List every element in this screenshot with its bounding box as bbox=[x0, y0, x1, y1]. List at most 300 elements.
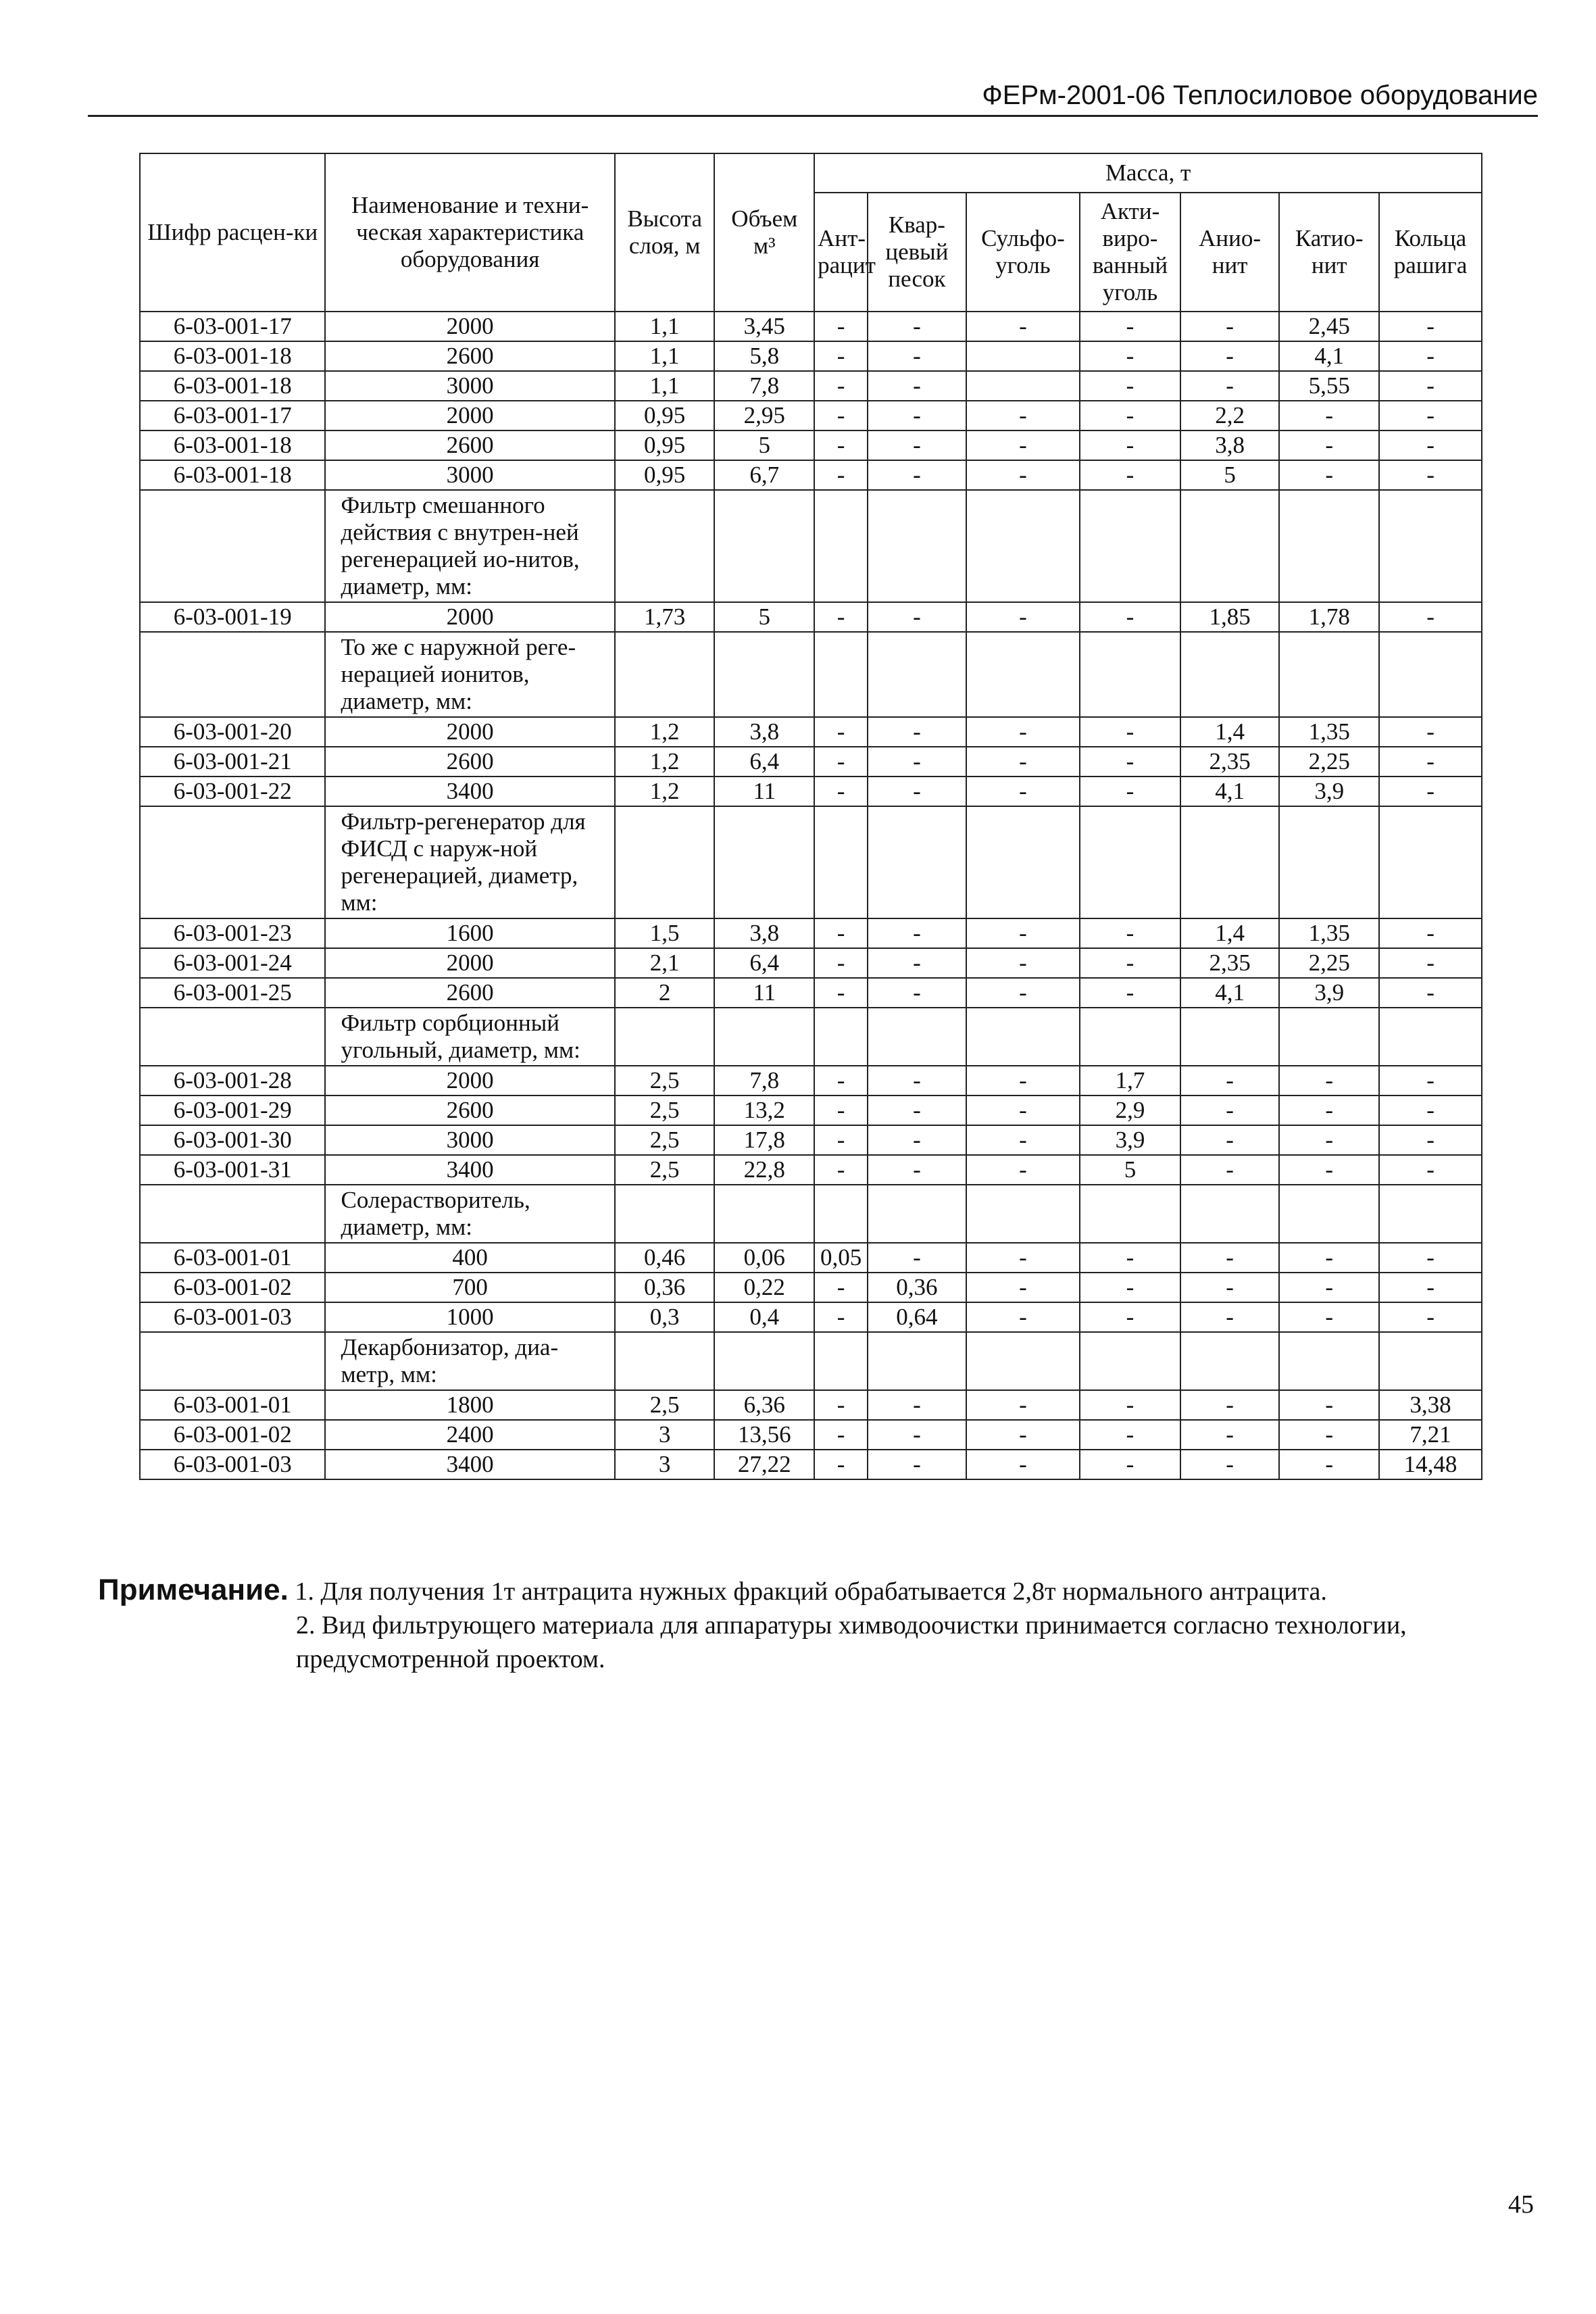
cell-name: 3400 bbox=[325, 1155, 614, 1185]
cell-cationite: 4,1 bbox=[1279, 341, 1379, 371]
cell-volume: 7,8 bbox=[714, 1066, 814, 1096]
cell-anionite: 1,85 bbox=[1180, 602, 1280, 632]
cell-name: 2000 bbox=[325, 312, 614, 341]
cell-sulfocoal bbox=[966, 490, 1080, 602]
cell-cationite bbox=[1279, 632, 1379, 717]
cell-volume: 0,06 bbox=[714, 1243, 814, 1273]
cell-activated-coal: - bbox=[1080, 948, 1180, 978]
cell-quartz-sand: 0,64 bbox=[868, 1302, 966, 1332]
cell-height bbox=[615, 1008, 715, 1066]
cell-anionite bbox=[1180, 1185, 1280, 1243]
cell-raschig-rings: - bbox=[1379, 948, 1482, 978]
equipment-table bbox=[139, 153, 1482, 1480]
cell-name: 1800 bbox=[325, 1390, 614, 1420]
table-body bbox=[140, 312, 1482, 1479]
cell-raschig-rings: 7,21 bbox=[1379, 1420, 1482, 1450]
cell-height: 0,36 bbox=[615, 1273, 715, 1302]
cell-activated-coal: - bbox=[1080, 1302, 1180, 1332]
cell-sulfocoal bbox=[966, 632, 1080, 717]
cell-sulfocoal bbox=[966, 341, 1080, 371]
cell-cationite bbox=[1279, 1008, 1379, 1066]
cell-anthracite: - bbox=[814, 948, 868, 978]
cell-raschig-rings bbox=[1379, 490, 1482, 602]
cell-name: 3000 bbox=[325, 371, 614, 401]
table-row bbox=[140, 1125, 1482, 1155]
cell-sulfocoal: - bbox=[966, 1390, 1080, 1420]
cell-activated-coal: - bbox=[1080, 341, 1180, 371]
cell-activated-coal: - bbox=[1080, 371, 1180, 401]
cell-height bbox=[615, 1332, 715, 1390]
cell-anthracite: - bbox=[814, 1302, 868, 1332]
cell-anthracite: - bbox=[814, 371, 868, 401]
cell-height: 1,5 bbox=[615, 918, 715, 948]
cell-height: 1,2 bbox=[615, 777, 715, 806]
cell-cationite: - bbox=[1279, 1273, 1379, 1302]
cell-cationite: 2,25 bbox=[1279, 747, 1379, 777]
table-row bbox=[140, 602, 1482, 632]
cell-quartz-sand bbox=[868, 806, 966, 918]
column-header-name: Наименование и техни-ческая характеристика оборудования bbox=[325, 153, 614, 312]
cell-sulfocoal: - bbox=[966, 1450, 1080, 1479]
cell-height: 1,2 bbox=[615, 717, 715, 747]
cell-sulfocoal: - bbox=[966, 918, 1080, 948]
cell-anionite: 5 bbox=[1180, 460, 1280, 490]
table-row bbox=[140, 312, 1482, 341]
cell-quartz-sand: - bbox=[868, 948, 966, 978]
note-2: 2. Вид фильтрующего материала для аппаратуры химводоочистки принимается согласно технологии, предусмотренной проектом. bbox=[296, 1611, 1407, 1673]
cell-anthracite: - bbox=[814, 1066, 868, 1096]
cell-cationite: 1,35 bbox=[1279, 918, 1379, 948]
cell-anthracite: - bbox=[814, 1155, 868, 1185]
cell-sulfocoal: - bbox=[966, 401, 1080, 430]
table-row bbox=[140, 918, 1482, 948]
table-row bbox=[140, 948, 1482, 978]
cell-volume bbox=[714, 1185, 814, 1243]
table-row bbox=[140, 371, 1482, 401]
cell-sulfocoal: - bbox=[966, 1420, 1080, 1450]
cell-quartz-sand: - bbox=[868, 1155, 966, 1185]
cell-name: 3400 bbox=[325, 1450, 614, 1479]
cell-code: 6-03-001-20 bbox=[140, 717, 325, 747]
cell-name: 2600 bbox=[325, 747, 614, 777]
cell-quartz-sand: - bbox=[868, 918, 966, 948]
cell-activated-coal: - bbox=[1080, 1420, 1180, 1450]
cell-name: 400 bbox=[325, 1243, 614, 1273]
cell-raschig-rings: - bbox=[1379, 1066, 1482, 1096]
cell-raschig-rings: - bbox=[1379, 460, 1482, 490]
cell-height: 2,5 bbox=[615, 1155, 715, 1185]
cell-name: 2000 bbox=[325, 717, 614, 747]
table-row bbox=[140, 341, 1482, 371]
cell-raschig-rings bbox=[1379, 632, 1482, 717]
column-header-anthracite: Ант-рацит bbox=[814, 193, 868, 312]
cell-code: 6-03-001-21 bbox=[140, 747, 325, 777]
table-row bbox=[140, 1450, 1482, 1479]
cell-anionite: - bbox=[1180, 1450, 1280, 1479]
cell-volume: 0,22 bbox=[714, 1273, 814, 1302]
cell-activated-coal bbox=[1080, 1185, 1180, 1243]
cell-anthracite bbox=[814, 490, 868, 602]
cell-raschig-rings: - bbox=[1379, 602, 1482, 632]
cell-raschig-rings: 14,48 bbox=[1379, 1450, 1482, 1479]
cell-raschig-rings: - bbox=[1379, 341, 1482, 371]
cell-volume bbox=[714, 632, 814, 717]
cell-volume bbox=[714, 1008, 814, 1066]
cell-code bbox=[140, 490, 325, 602]
cell-sulfocoal: - bbox=[966, 1096, 1080, 1125]
cell-sulfocoal bbox=[966, 371, 1080, 401]
section-title: Фильтр-регенератор для ФИСД с наруж-ной регенерацией, диаметр, мм: bbox=[325, 806, 614, 918]
cell-raschig-rings: - bbox=[1379, 918, 1482, 948]
cell-anthracite bbox=[814, 806, 868, 918]
cell-anionite bbox=[1180, 806, 1280, 918]
table-row bbox=[140, 1155, 1482, 1185]
cell-volume: 13,2 bbox=[714, 1096, 814, 1125]
cell-activated-coal: 2,9 bbox=[1080, 1096, 1180, 1125]
cell-height bbox=[615, 806, 715, 918]
cell-sulfocoal: - bbox=[966, 1302, 1080, 1332]
cell-quartz-sand: - bbox=[868, 1066, 966, 1096]
cell-raschig-rings: - bbox=[1379, 777, 1482, 806]
cell-raschig-rings: - bbox=[1379, 747, 1482, 777]
cell-volume: 22,8 bbox=[714, 1155, 814, 1185]
cell-anthracite: - bbox=[814, 602, 868, 632]
cell-anthracite: - bbox=[814, 430, 868, 460]
cell-code bbox=[140, 806, 325, 918]
cell-height: 1,73 bbox=[615, 602, 715, 632]
cell-quartz-sand bbox=[868, 490, 966, 602]
cell-sulfocoal bbox=[966, 806, 1080, 918]
cell-anthracite: - bbox=[814, 1450, 868, 1479]
cell-activated-coal: 5 bbox=[1080, 1155, 1180, 1185]
cell-anthracite: - bbox=[814, 1273, 868, 1302]
cell-anthracite: - bbox=[814, 1096, 868, 1125]
cell-raschig-rings: - bbox=[1379, 1273, 1482, 1302]
cell-code: 6-03-001-29 bbox=[140, 1096, 325, 1125]
cell-height: 0,95 bbox=[615, 401, 715, 430]
cell-anionite: 2,2 bbox=[1180, 401, 1280, 430]
cell-anionite: - bbox=[1180, 1155, 1280, 1185]
cell-raschig-rings: 3,38 bbox=[1379, 1390, 1482, 1420]
cell-name: 2000 bbox=[325, 1066, 614, 1096]
cell-cationite: - bbox=[1279, 1420, 1379, 1450]
cell-name: 700 bbox=[325, 1273, 614, 1302]
cell-cationite: 1,35 bbox=[1279, 717, 1379, 747]
table-row bbox=[140, 1302, 1482, 1332]
cell-raschig-rings: - bbox=[1379, 978, 1482, 1008]
table-row bbox=[140, 1096, 1482, 1125]
table-header bbox=[140, 153, 1482, 312]
cell-anthracite: 0,05 bbox=[814, 1243, 868, 1273]
cell-cationite: - bbox=[1279, 401, 1379, 430]
cell-raschig-rings: - bbox=[1379, 1155, 1482, 1185]
cell-anthracite bbox=[814, 1008, 868, 1066]
cell-activated-coal: 3,9 bbox=[1080, 1125, 1180, 1155]
cell-sulfocoal: - bbox=[966, 777, 1080, 806]
cell-quartz-sand: - bbox=[868, 312, 966, 341]
cell-anionite: - bbox=[1180, 371, 1280, 401]
cell-anionite: - bbox=[1180, 341, 1280, 371]
section-title: Солерастворитель, диаметр, мм: bbox=[325, 1185, 614, 1243]
cell-sulfocoal: - bbox=[966, 948, 1080, 978]
cell-height: 0,3 bbox=[615, 1302, 715, 1332]
cell-activated-coal: - bbox=[1080, 401, 1180, 430]
cell-quartz-sand: - bbox=[868, 1450, 966, 1479]
column-header-anionite: Анио-нит bbox=[1180, 193, 1280, 312]
cell-raschig-rings bbox=[1379, 1332, 1482, 1390]
cell-volume: 6,36 bbox=[714, 1390, 814, 1420]
cell-code: 6-03-001-22 bbox=[140, 777, 325, 806]
cell-anionite: - bbox=[1180, 1420, 1280, 1450]
cell-anionite: 2,35 bbox=[1180, 948, 1280, 978]
cell-anthracite: - bbox=[814, 341, 868, 371]
cell-anionite: - bbox=[1180, 1273, 1280, 1302]
cell-volume: 3,8 bbox=[714, 717, 814, 747]
cell-height: 3 bbox=[615, 1450, 715, 1479]
cell-sulfocoal: - bbox=[966, 1066, 1080, 1096]
cell-quartz-sand: - bbox=[868, 777, 966, 806]
cell-code bbox=[140, 1332, 325, 1390]
cell-anionite: - bbox=[1180, 1243, 1280, 1273]
cell-cationite: 5,55 bbox=[1279, 371, 1379, 401]
cell-sulfocoal bbox=[966, 1185, 1080, 1243]
cell-cationite: - bbox=[1279, 1243, 1379, 1273]
cell-raschig-rings: - bbox=[1379, 371, 1482, 401]
column-header-code: Шифр расцен-ки bbox=[140, 153, 325, 312]
cell-cationite: 2,25 bbox=[1279, 948, 1379, 978]
cell-activated-coal: 1,7 bbox=[1080, 1066, 1180, 1096]
cell-raschig-rings: - bbox=[1379, 1125, 1482, 1155]
table-row bbox=[140, 978, 1482, 1008]
cell-anthracite: - bbox=[814, 717, 868, 747]
cell-volume: 13,56 bbox=[714, 1420, 814, 1450]
section-row bbox=[140, 806, 1482, 918]
cell-activated-coal bbox=[1080, 632, 1180, 717]
note-1 bbox=[98, 1573, 1530, 1608]
cell-anthracite: - bbox=[814, 1420, 868, 1450]
cell-anthracite: - bbox=[814, 777, 868, 806]
notes-label: Примечание. bbox=[98, 1573, 289, 1606]
cell-volume bbox=[714, 490, 814, 602]
page-number: 45 bbox=[1508, 2190, 1534, 2219]
cell-cationite: - bbox=[1279, 1450, 1379, 1479]
section-row bbox=[140, 632, 1482, 717]
cell-anionite: - bbox=[1180, 1066, 1280, 1096]
cell-anthracite: - bbox=[814, 312, 868, 341]
section-title: Фильтр смешанного действия с внутрен-ней регенерацией ио-нитов, диаметр, мм: bbox=[325, 490, 614, 602]
cell-cationite: - bbox=[1279, 1390, 1379, 1420]
cell-raschig-rings bbox=[1379, 806, 1482, 918]
cell-raschig-rings: - bbox=[1379, 430, 1482, 460]
cell-activated-coal: - bbox=[1080, 777, 1180, 806]
cell-activated-coal: - bbox=[1080, 1273, 1180, 1302]
cell-code: 6-03-001-03 bbox=[140, 1302, 325, 1332]
column-header-activated-coal: Акти-виро-ванный уголь bbox=[1080, 193, 1180, 312]
cell-quartz-sand: - bbox=[868, 602, 966, 632]
cell-quartz-sand: - bbox=[868, 371, 966, 401]
table-row bbox=[140, 1273, 1482, 1302]
cell-height: 2,5 bbox=[615, 1125, 715, 1155]
section-row bbox=[140, 1008, 1482, 1066]
table-row bbox=[140, 1066, 1482, 1096]
cell-anionite bbox=[1180, 490, 1280, 602]
cell-height: 2,1 bbox=[615, 948, 715, 978]
cell-code: 6-03-001-01 bbox=[140, 1390, 325, 1420]
column-header-cationite: Катио-нит bbox=[1279, 193, 1379, 312]
cell-height bbox=[615, 1185, 715, 1243]
cell-anionite: 1,4 bbox=[1180, 717, 1280, 747]
cell-quartz-sand bbox=[868, 632, 966, 717]
cell-activated-coal bbox=[1080, 490, 1180, 602]
table-row bbox=[140, 401, 1482, 430]
cell-volume: 6,4 bbox=[714, 948, 814, 978]
cell-code: 6-03-001-24 bbox=[140, 948, 325, 978]
cell-code: 6-03-001-02 bbox=[140, 1273, 325, 1302]
cell-code bbox=[140, 1185, 325, 1243]
cell-sulfocoal: - bbox=[966, 1155, 1080, 1185]
cell-height: 2 bbox=[615, 978, 715, 1008]
cell-raschig-rings: - bbox=[1379, 312, 1482, 341]
cell-anionite: - bbox=[1180, 1096, 1280, 1125]
cell-raschig-rings: - bbox=[1379, 401, 1482, 430]
table-row bbox=[140, 430, 1482, 460]
cell-sulfocoal: - bbox=[966, 1273, 1080, 1302]
cell-height: 3 bbox=[615, 1420, 715, 1450]
cell-height: 2,5 bbox=[615, 1390, 715, 1420]
running-header: ФЕРм-2001-06 Теплосиловое оборудование bbox=[88, 78, 1538, 117]
cell-sulfocoal: - bbox=[966, 1125, 1080, 1155]
cell-anthracite bbox=[814, 632, 868, 717]
cell-anionite: 4,1 bbox=[1180, 777, 1280, 806]
column-header-volume: Объем м³ bbox=[714, 153, 814, 312]
section-row bbox=[140, 1332, 1482, 1390]
cell-name: 2000 bbox=[325, 602, 614, 632]
cell-anthracite: - bbox=[814, 1125, 868, 1155]
cell-anthracite: - bbox=[814, 401, 868, 430]
cell-cationite bbox=[1279, 490, 1379, 602]
cell-volume: 5,8 bbox=[714, 341, 814, 371]
cell-volume bbox=[714, 806, 814, 918]
cell-cationite: - bbox=[1279, 1155, 1379, 1185]
cell-anionite: 2,35 bbox=[1180, 747, 1280, 777]
cell-activated-coal: - bbox=[1080, 1450, 1180, 1479]
cell-volume: 3,8 bbox=[714, 918, 814, 948]
cell-height: 2,5 bbox=[615, 1096, 715, 1125]
cell-volume: 27,22 bbox=[714, 1450, 814, 1479]
cell-anionite: - bbox=[1180, 1125, 1280, 1155]
cell-activated-coal: - bbox=[1080, 430, 1180, 460]
cell-anionite: 4,1 bbox=[1180, 978, 1280, 1008]
cell-sulfocoal: - bbox=[966, 978, 1080, 1008]
cell-volume: 5 bbox=[714, 602, 814, 632]
cell-volume: 2,95 bbox=[714, 401, 814, 430]
cell-quartz-sand: - bbox=[868, 717, 966, 747]
cell-anionite: - bbox=[1180, 1390, 1280, 1420]
cell-height: 2,5 bbox=[615, 1066, 715, 1096]
cell-quartz-sand bbox=[868, 1008, 966, 1066]
cell-height: 0,95 bbox=[615, 430, 715, 460]
cell-name: 3000 bbox=[325, 460, 614, 490]
cell-sulfocoal: - bbox=[966, 312, 1080, 341]
cell-volume: 17,8 bbox=[714, 1125, 814, 1155]
cell-height: 1,1 bbox=[615, 341, 715, 371]
cell-name: 1000 bbox=[325, 1302, 614, 1332]
cell-code: 6-03-001-30 bbox=[140, 1125, 325, 1155]
cell-raschig-rings bbox=[1379, 1008, 1482, 1066]
cell-sulfocoal: - bbox=[966, 430, 1080, 460]
cell-volume: 0,4 bbox=[714, 1302, 814, 1332]
cell-sulfocoal: - bbox=[966, 747, 1080, 777]
cell-quartz-sand bbox=[868, 1332, 966, 1390]
section-title: Декарбонизатор, диа-метр, мм: bbox=[325, 1332, 614, 1390]
cell-quartz-sand: - bbox=[868, 1243, 966, 1273]
cell-quartz-sand bbox=[868, 1185, 966, 1243]
cell-volume bbox=[714, 1332, 814, 1390]
table-row bbox=[140, 747, 1482, 777]
cell-cationite: - bbox=[1279, 1066, 1379, 1096]
cell-name: 2600 bbox=[325, 978, 614, 1008]
column-header-quartz-sand: Квар-цевый песок bbox=[868, 193, 966, 312]
cell-anionite: - bbox=[1180, 1302, 1280, 1332]
cell-volume: 5 bbox=[714, 430, 814, 460]
cell-quartz-sand: - bbox=[868, 401, 966, 430]
cell-sulfocoal: - bbox=[966, 1243, 1080, 1273]
cell-quartz-sand: - bbox=[868, 341, 966, 371]
cell-cationite bbox=[1279, 1332, 1379, 1390]
cell-code: 6-03-001-18 bbox=[140, 371, 325, 401]
table-row bbox=[140, 777, 1482, 806]
cell-height bbox=[615, 632, 715, 717]
cell-code: 6-03-001-31 bbox=[140, 1155, 325, 1185]
cell-anionite: 1,4 bbox=[1180, 918, 1280, 948]
cell-volume: 11 bbox=[714, 978, 814, 1008]
cell-cationite: - bbox=[1279, 1302, 1379, 1332]
table-row bbox=[140, 717, 1482, 747]
cell-cationite bbox=[1279, 806, 1379, 918]
cell-name: 3000 bbox=[325, 1125, 614, 1155]
column-header-mass-group: Масса, т bbox=[814, 153, 1482, 193]
cell-volume: 3,45 bbox=[714, 312, 814, 341]
cell-height: 1,2 bbox=[615, 747, 715, 777]
cell-quartz-sand: - bbox=[868, 1420, 966, 1450]
cell-code bbox=[140, 632, 325, 717]
cell-height: 0,46 bbox=[615, 1243, 715, 1273]
note-1-text: 1. Для получения 1т антрацита нужных фракций обрабатывается 2,8т нормального антрацита. bbox=[295, 1577, 1327, 1606]
cell-code: 6-03-001-02 bbox=[140, 1420, 325, 1450]
cell-volume: 6,4 bbox=[714, 747, 814, 777]
cell-name: 2600 bbox=[325, 341, 614, 371]
cell-name: 3400 bbox=[325, 777, 614, 806]
cell-cationite: - bbox=[1279, 1096, 1379, 1125]
cell-cationite: 3,9 bbox=[1279, 978, 1379, 1008]
cell-cationite: - bbox=[1279, 1125, 1379, 1155]
cell-name: 2600 bbox=[325, 430, 614, 460]
table-row bbox=[140, 1390, 1482, 1420]
cell-cationite: 3,9 bbox=[1279, 777, 1379, 806]
cell-anthracite: - bbox=[814, 747, 868, 777]
column-header-sulfocoal: Сульфо-уголь bbox=[966, 193, 1080, 312]
cell-code: 6-03-001-28 bbox=[140, 1066, 325, 1096]
cell-sulfocoal bbox=[966, 1332, 1080, 1390]
cell-cationite: 2,45 bbox=[1279, 312, 1379, 341]
cell-anthracite: - bbox=[814, 978, 868, 1008]
cell-anionite: - bbox=[1180, 312, 1280, 341]
cell-activated-coal: - bbox=[1080, 717, 1180, 747]
cell-activated-coal bbox=[1080, 806, 1180, 918]
table-row bbox=[140, 460, 1482, 490]
cell-raschig-rings: - bbox=[1379, 717, 1482, 747]
cell-quartz-sand: - bbox=[868, 978, 966, 1008]
